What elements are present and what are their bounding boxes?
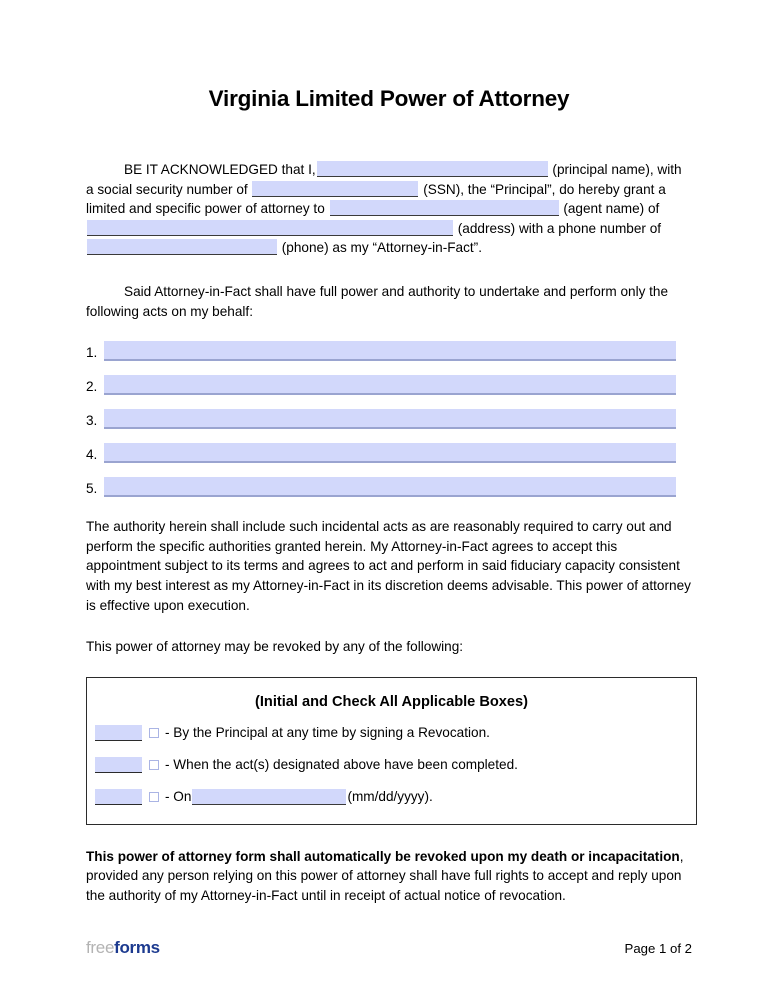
act-row (86, 375, 692, 395)
checkbox-icon[interactable] (149, 760, 159, 770)
freeforms-logo (86, 938, 160, 958)
revocation-option-row-2 (87, 756, 696, 774)
intro-text-segment-2: (principal name), with a social security number of (86, 162, 682, 197)
intro-text-segment-3: (SSN), the “Principal”, do hereby grant a limited and specific power of attorney to (86, 181, 666, 217)
revocation-options-panel (86, 677, 697, 825)
page-content (86, 0, 692, 906)
intro-text-segment-5: (address) with a phone number of (457, 220, 662, 236)
revocation-intro-paragraph: This power of attorney may be revoked by any of the following: (86, 639, 464, 655)
checkbox-icon[interactable] (149, 728, 159, 738)
auto-revocation-paragraph (86, 847, 692, 906)
act-input-2[interactable] (104, 375, 676, 395)
revocation-option-row-3 (87, 788, 696, 806)
initials-field-1[interactable] (95, 725, 142, 741)
page-footer (86, 938, 692, 958)
logo-forms-text: forms (114, 938, 160, 957)
revocation-option-label-1: - By the Principal at any time by signing a Revocation. (165, 724, 490, 740)
ssn-field[interactable] (252, 181, 418, 197)
act-input-3[interactable] (104, 409, 676, 429)
auto-revocation-rest-text: , provided any person relying on this power of attorney shall have full rights to accept and reply upon the authority of my Attorney-in-Fact until in receipt of actual notice of revocation. (86, 848, 684, 903)
agent-phone-field[interactable] (87, 239, 277, 255)
revocation-option-row-1 (87, 724, 696, 742)
act-input-1[interactable] (104, 341, 676, 361)
initials-field-2[interactable] (95, 757, 142, 773)
intro-text-segment-6: (phone) as my “Attorney-in-Fact”. (281, 240, 482, 256)
act-number: 3. (86, 413, 98, 429)
intro-text-segment-1: BE IT ACKNOWLEDGED that I, (124, 162, 316, 177)
page-number-label: Page 1 of 2 (624, 940, 692, 956)
act-number: 1. (86, 345, 98, 361)
act-row (86, 443, 692, 463)
panel-title: (Initial and Check All Applicable Boxes) (254, 693, 528, 710)
page-title: Virginia Limited Power of Attorney (208, 86, 570, 111)
intro-text-segment-4: (agent name) of (563, 201, 660, 217)
auto-revocation-bold-text: This power of attorney form shall automatically be revoked upon my death or incapacitation (86, 848, 680, 864)
act-row (86, 409, 692, 429)
acts-list (86, 341, 692, 497)
logo-free-text: free (86, 938, 115, 957)
act-number: 5. (86, 481, 98, 497)
authority-paragraph: The authority herein shall include such incidental acts as are reasonably required to carry out and perform the specific authorities granted herein. My Attorney-in-Fact agrees to accept this appointment subject to its terms and agrees to act and perform in said fiduciary capacity consistent with my best interest as my Attorney-in-Fact in its discretion deems advisable. This power of attorney is effective upon execution. (86, 519, 691, 613)
act-row (86, 341, 692, 361)
act-number: 4. (86, 447, 98, 463)
agent-address-field[interactable] (87, 220, 453, 236)
revocation-option-label-3-prefix: - On (165, 788, 192, 804)
said-attorney-paragraph: Said Attorney-in-Fact shall have full power and authority to undertake and perform only the following acts on my behalf: (86, 283, 669, 319)
initials-field-3[interactable] (95, 789, 142, 805)
intro-paragraph (86, 160, 692, 258)
principal-name-field[interactable] (317, 161, 548, 177)
agent-name-field[interactable] (330, 200, 559, 216)
checkbox-icon[interactable] (149, 792, 159, 802)
act-number: 2. (86, 379, 98, 395)
act-row (86, 477, 692, 497)
revocation-option-label-2: - When the act(s) designated above have been completed. (165, 756, 518, 772)
act-input-5[interactable] (104, 477, 676, 497)
revocation-date-field[interactable] (192, 789, 346, 805)
revocation-option-label-3-suffix: (mm/dd/yyyy). (347, 788, 433, 804)
act-input-4[interactable] (104, 443, 676, 463)
